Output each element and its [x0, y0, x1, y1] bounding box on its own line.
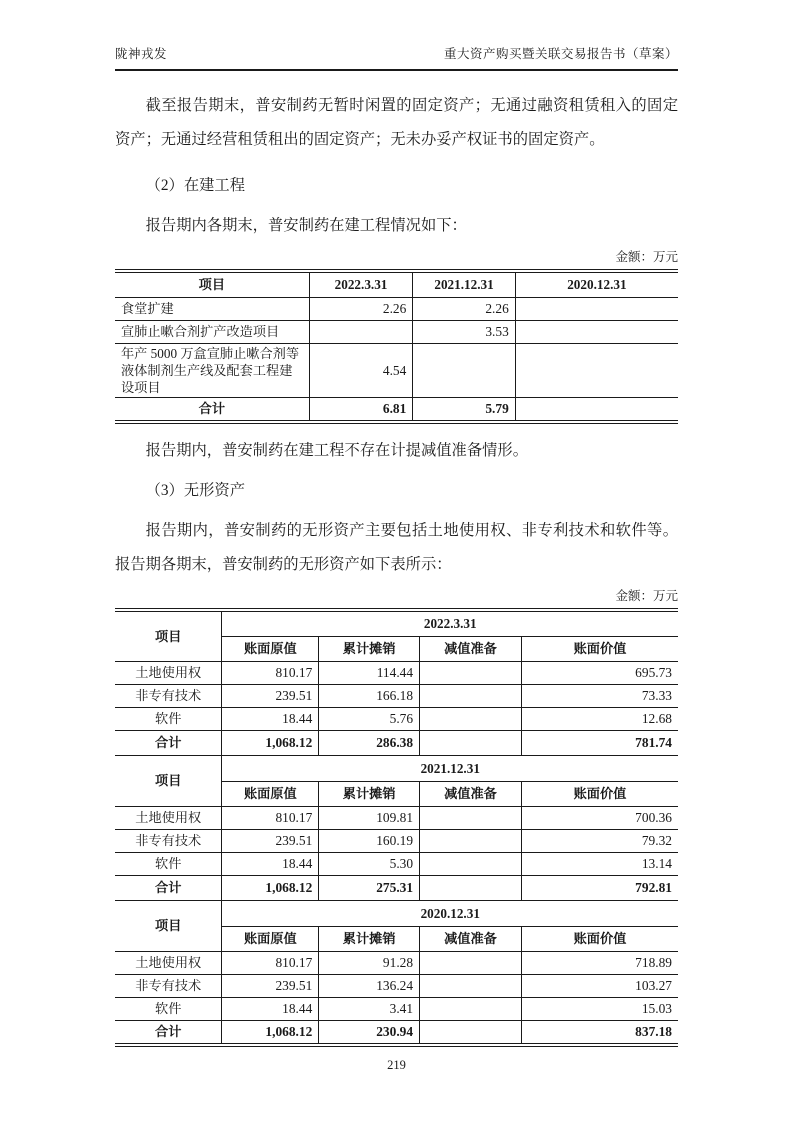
- column-header: 账面原值: [222, 926, 319, 951]
- table-total-row: [115, 875, 678, 900]
- cell-value: [420, 661, 522, 684]
- table-section-2020: [115, 900, 678, 1045]
- column-header: 累计摊销: [319, 926, 420, 951]
- paragraph-cip-intro: 报告期内各期末，普安制药在建工程情况如下：: [145, 217, 467, 234]
- cell-value: 79.32: [521, 829, 678, 852]
- table-row: [115, 951, 678, 974]
- paragraph-cip-impairment: 报告期内，普安制药在建工程不存在计提减值准备情形。: [145, 442, 529, 459]
- column-header: 累计摊销: [319, 636, 420, 661]
- row-label: 食堂扩建: [115, 297, 309, 320]
- cell-value: 3.41: [319, 997, 420, 1020]
- cell-value: [420, 997, 522, 1020]
- row-label: 非专有技术: [115, 829, 222, 852]
- heading-intangible-assets: （3）无形资产: [145, 482, 246, 499]
- cell-value: 810.17: [222, 806, 319, 829]
- cell-value: [515, 297, 678, 320]
- column-header: 账面原值: [222, 636, 319, 661]
- cell-value: 810.17: [222, 951, 319, 974]
- row-label: 合计: [115, 730, 222, 755]
- column-header: 2020.12.31: [515, 271, 678, 297]
- cell-value: 18.44: [222, 997, 319, 1020]
- table-row: [115, 684, 678, 707]
- column-header: 账面原值: [222, 781, 319, 806]
- table-row: [115, 806, 678, 829]
- amount-unit-label-1: 金额：万元: [615, 250, 678, 264]
- table-total-row: [115, 1020, 678, 1045]
- period-cell: 2020.12.31: [222, 900, 678, 926]
- cell-value: [515, 397, 678, 422]
- cell-value: 286.38: [319, 730, 420, 755]
- table-row: [115, 707, 678, 730]
- cell-value: 700.36: [521, 806, 678, 829]
- cell-value: [309, 320, 413, 343]
- column-header: 账面价值: [521, 926, 678, 951]
- paragraph-intangible-intro: 报告期内，普安制药的无形资产主要包括土地使用权、非专利技术和软件等。报告期各期末，普安制药的无形资产如下表所示：: [115, 522, 678, 573]
- table-row: [115, 320, 678, 343]
- intangible-assets-table: [115, 608, 678, 1047]
- period-header-row: [115, 755, 678, 781]
- column-header: 累计摊销: [319, 781, 420, 806]
- row-label: 非专有技术: [115, 974, 222, 997]
- cell-value: [515, 343, 678, 397]
- row-label: 合计: [115, 875, 222, 900]
- item-header-cell: 项目: [115, 755, 222, 806]
- row-label: 土地使用权: [115, 806, 222, 829]
- cell-value: 160.19: [319, 829, 420, 852]
- cell-value: [420, 730, 522, 755]
- cell-value: 13.14: [521, 852, 678, 875]
- cell-value: 2.26: [309, 297, 413, 320]
- table-row: [115, 661, 678, 684]
- table-row: [115, 997, 678, 1020]
- cell-value: [420, 707, 522, 730]
- cell-value: [420, 684, 522, 707]
- column-header: 账面价值: [521, 636, 678, 661]
- cell-value: 5.30: [319, 852, 420, 875]
- table-row: [115, 829, 678, 852]
- cell-value: 91.28: [319, 951, 420, 974]
- cell-value: 166.18: [319, 684, 420, 707]
- cell-value: 837.18: [521, 1020, 678, 1045]
- column-header: 2021.12.31: [413, 271, 515, 297]
- table-section-2021: [115, 755, 678, 900]
- column-header: 2022.3.31: [309, 271, 413, 297]
- row-label: 宣肺止嗽合剂扩产改造项目: [115, 320, 309, 343]
- column-header: 项目: [115, 271, 309, 297]
- row-label: 软件: [115, 997, 222, 1020]
- cell-value: 2.26: [413, 297, 515, 320]
- cell-value: [420, 829, 522, 852]
- cell-value: 3.53: [413, 320, 515, 343]
- cell-value: 792.81: [521, 875, 678, 900]
- cell-value: 1,068.12: [222, 875, 319, 900]
- period-header-row: [115, 610, 678, 636]
- row-label: 软件: [115, 707, 222, 730]
- cell-value: 6.81: [309, 397, 413, 422]
- cell-value: 73.33: [521, 684, 678, 707]
- table-row: [115, 343, 678, 397]
- cell-value: 103.27: [521, 974, 678, 997]
- cell-value: 810.17: [222, 661, 319, 684]
- running-header: [115, 44, 678, 71]
- cell-value: [515, 320, 678, 343]
- column-header: 减值准备: [420, 781, 522, 806]
- table-total-row: [115, 397, 678, 422]
- column-header: 减值准备: [420, 636, 522, 661]
- cell-value: [413, 343, 515, 397]
- table-row: [115, 297, 678, 320]
- column-header: 账面价值: [521, 781, 678, 806]
- cell-value: [420, 875, 522, 900]
- cell-value: [420, 806, 522, 829]
- column-header: 减值准备: [420, 926, 522, 951]
- cell-value: 239.51: [222, 974, 319, 997]
- paragraph-fixed-assets: 截至报告期末，普安制药无暂时闲置的固定资产；无通过融资租赁租入的固定资产；无通过经营租赁租出的固定资产；无未办妥产权证书的固定资产。: [115, 97, 678, 148]
- period-cell: 2021.12.31: [222, 755, 678, 781]
- header-company-name: 陇神戎发: [115, 47, 168, 61]
- cell-value: 15.03: [521, 997, 678, 1020]
- table-section-2022: [115, 610, 678, 755]
- cell-value: 114.44: [319, 661, 420, 684]
- cell-value: 12.68: [521, 707, 678, 730]
- row-label: 年产 5000 万盒宣肺止嗽合剂等液体制剂生产线及配套工程建设项目: [115, 343, 309, 397]
- row-label: 合计: [115, 397, 309, 422]
- period-cell: 2022.3.31: [222, 610, 678, 636]
- cell-value: 1,068.12: [222, 730, 319, 755]
- construction-in-progress-table: [115, 269, 678, 424]
- row-label: 土地使用权: [115, 951, 222, 974]
- cell-value: 239.51: [222, 829, 319, 852]
- cell-value: 230.94: [319, 1020, 420, 1045]
- table-row: [115, 852, 678, 875]
- row-label: 非专有技术: [115, 684, 222, 707]
- page-number: 219: [387, 1058, 406, 1072]
- heading-construction-in-progress: （2）在建工程: [145, 177, 246, 194]
- cell-value: 5.76: [319, 707, 420, 730]
- row-label: 土地使用权: [115, 661, 222, 684]
- cell-value: 18.44: [222, 707, 319, 730]
- cell-value: 695.73: [521, 661, 678, 684]
- table-row: [115, 974, 678, 997]
- row-label: 合计: [115, 1020, 222, 1045]
- cell-value: [420, 951, 522, 974]
- cell-value: 1,068.12: [222, 1020, 319, 1045]
- cell-value: [420, 974, 522, 997]
- table-total-row: [115, 730, 678, 755]
- cell-value: 275.31: [319, 875, 420, 900]
- row-label: 软件: [115, 852, 222, 875]
- header-report-title: 重大资产购买暨关联交易报告书（草案）: [443, 47, 678, 61]
- cell-value: 239.51: [222, 684, 319, 707]
- period-header-row: [115, 900, 678, 926]
- item-header-cell: 项目: [115, 900, 222, 951]
- cell-value: 18.44: [222, 852, 319, 875]
- table-header-row: [115, 271, 678, 297]
- cell-value: [420, 852, 522, 875]
- item-header-cell: 项目: [115, 610, 222, 661]
- cell-value: 136.24: [319, 974, 420, 997]
- cell-value: 4.54: [309, 343, 413, 397]
- cell-value: 5.79: [413, 397, 515, 422]
- cell-value: [420, 1020, 522, 1045]
- amount-unit-label-2: 金额：万元: [615, 589, 678, 603]
- cell-value: 718.89: [521, 951, 678, 974]
- cell-value: 781.74: [521, 730, 678, 755]
- cell-value: 109.81: [319, 806, 420, 829]
